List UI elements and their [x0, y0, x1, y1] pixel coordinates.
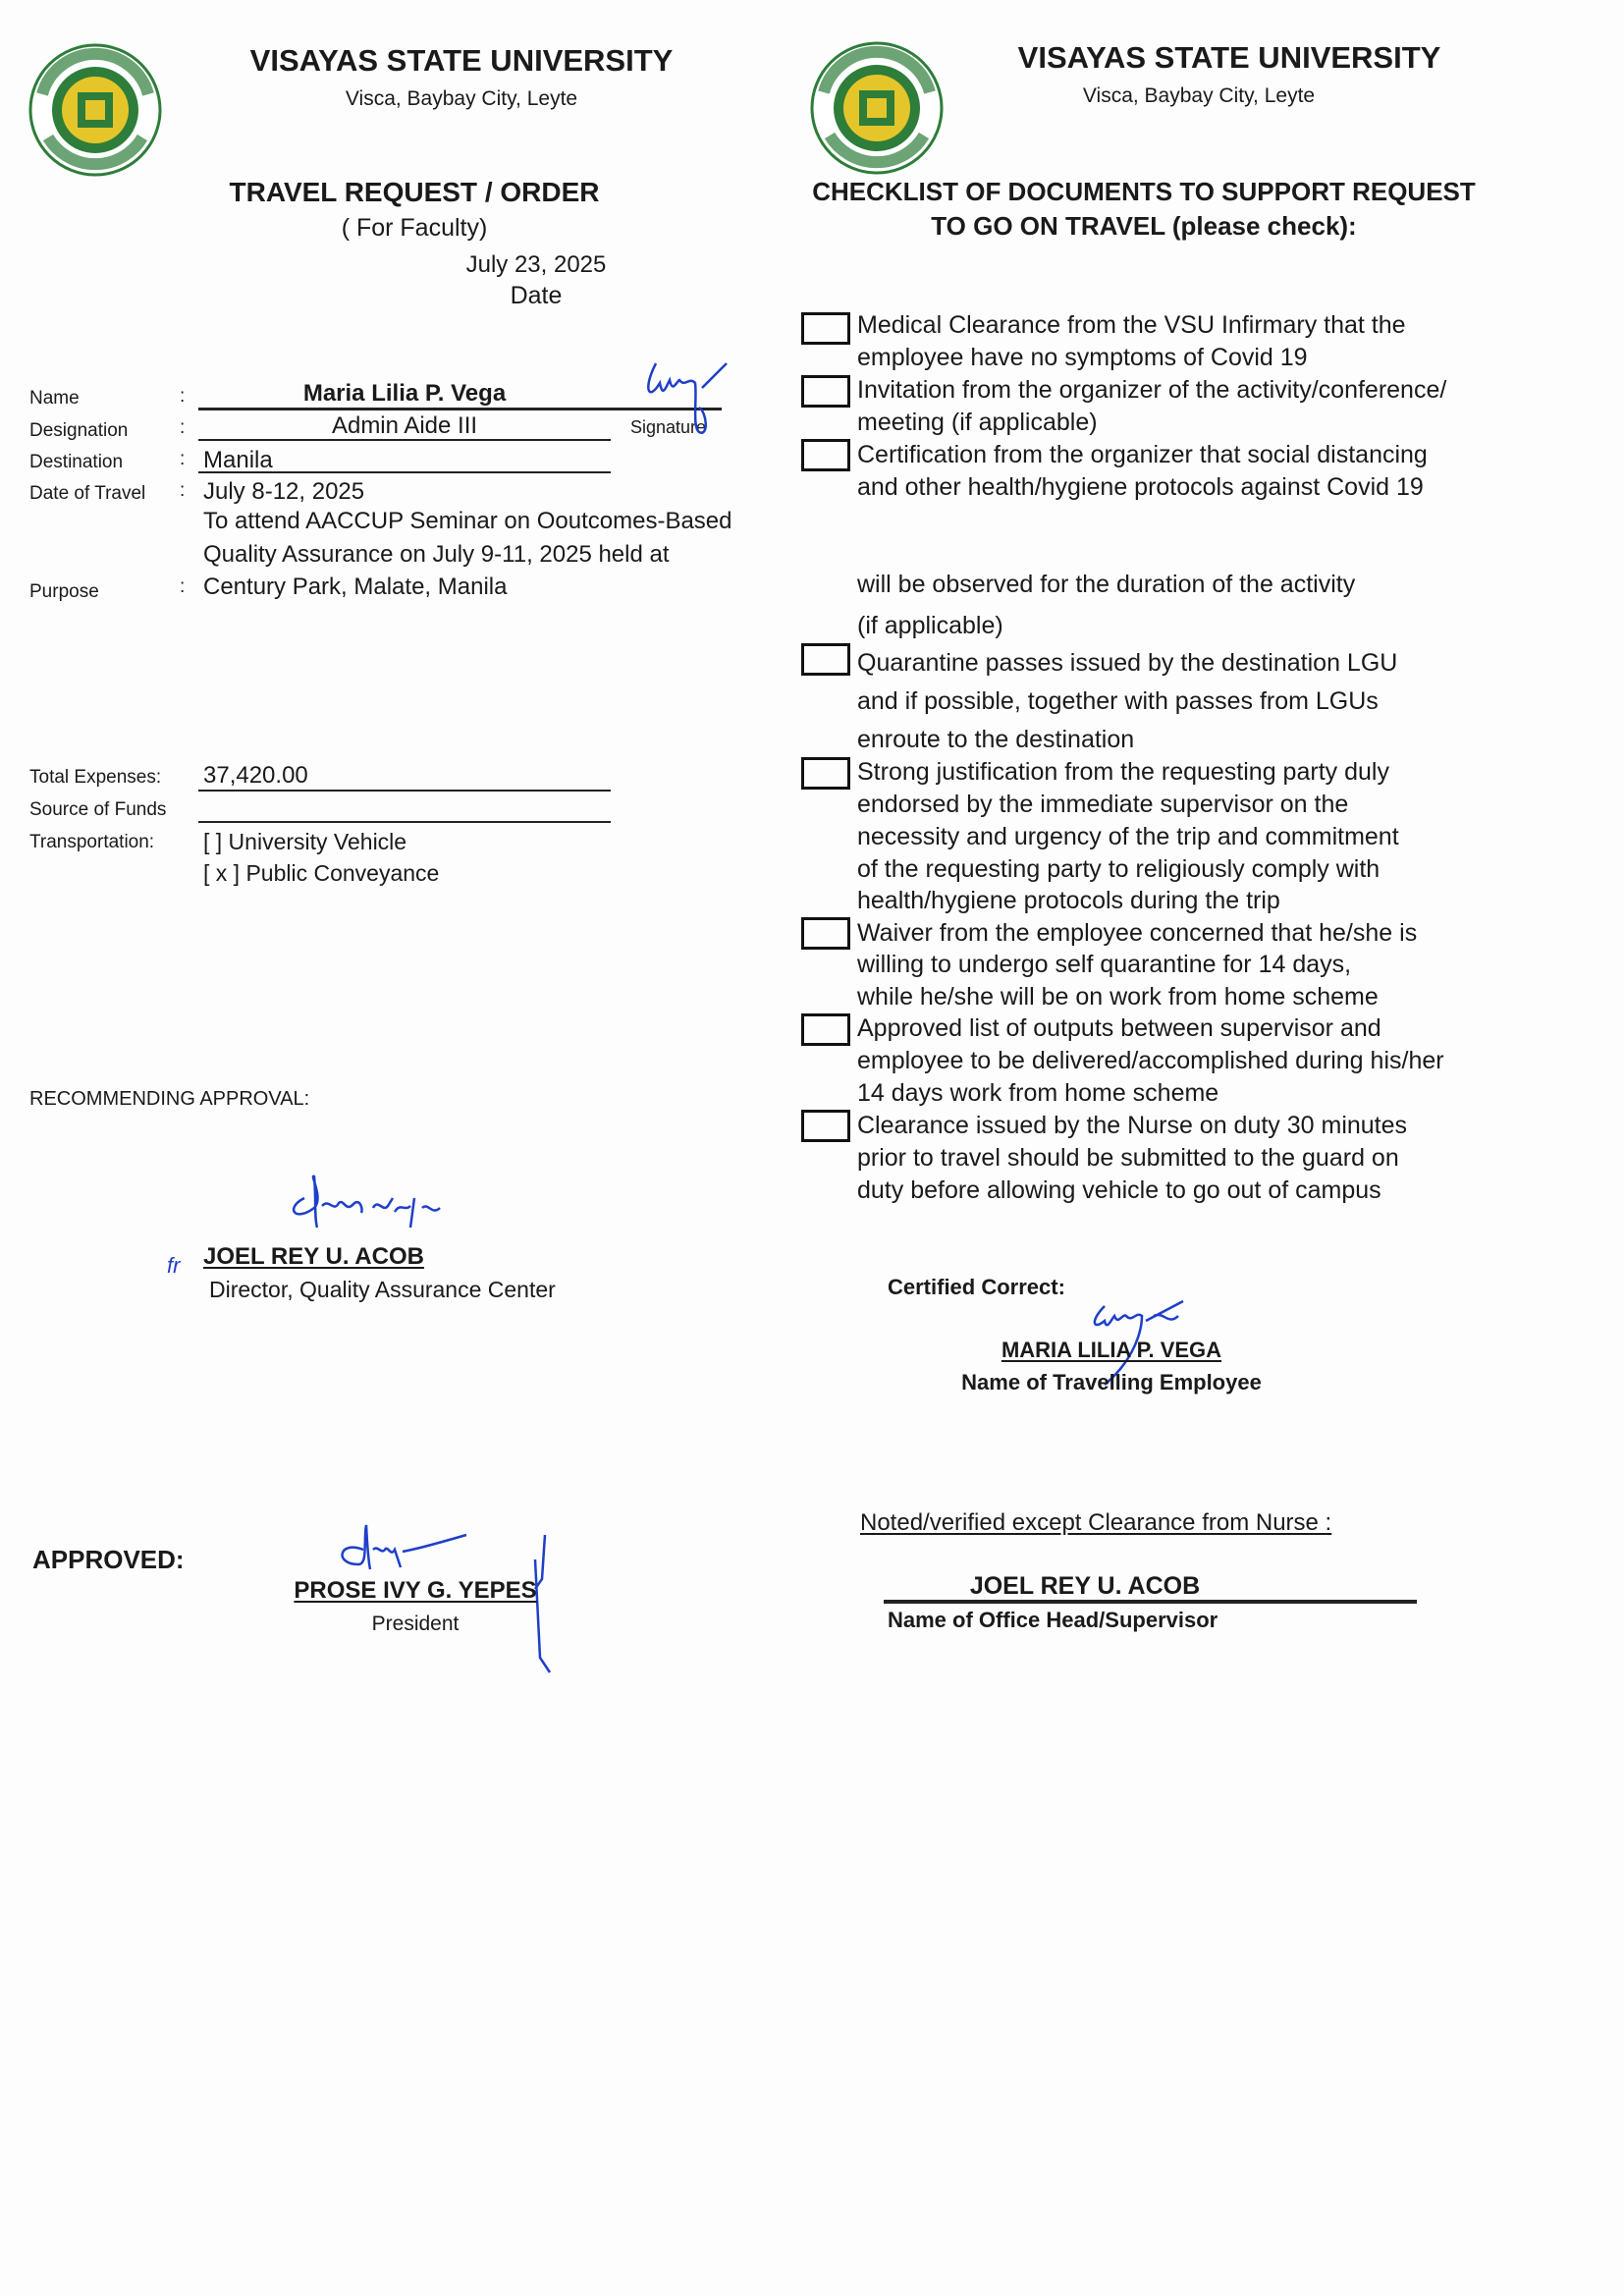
- signature-label: Signature: [630, 417, 707, 437]
- name-label: Name: [29, 388, 80, 409]
- supervisor-underline: [884, 1600, 1417, 1604]
- destination-underline: [198, 471, 611, 473]
- checklist-item-text: and if possible, together with passes from LGUs: [857, 687, 1379, 715]
- source-of-funds-label: Source of Funds: [29, 799, 167, 820]
- university-address: Visca, Baybay City, Leyte: [345, 87, 578, 110]
- request-date: July 23, 2025: [465, 251, 607, 278]
- university-seal-logo-right: [810, 41, 944, 175]
- recommender-signature: [285, 1169, 461, 1237]
- for-prefix-handwritten: fr: [167, 1253, 181, 1278]
- total-expenses-value: 37,420.00: [203, 762, 308, 789]
- recommender-title: Director, Quality Assurance Center: [209, 1277, 556, 1302]
- date-label: Date: [510, 282, 563, 309]
- checklist-item-text: necessity and urgency of the trip and commitment: [857, 823, 1399, 850]
- purpose-label: Purpose: [29, 581, 99, 602]
- university-seal-logo-left: [28, 43, 162, 177]
- university-name: VISAYAS STATE UNIVERSITY: [249, 43, 674, 78]
- approver-title: President: [371, 1613, 460, 1635]
- checklist-item-text: and other health/hygiene protocols against Covid 19: [857, 473, 1424, 501]
- checklist-checkbox[interactable]: [801, 643, 850, 676]
- noted-verified-label: Noted/verified except Clearance from Nurse :: [860, 1509, 1332, 1536]
- checklist-item-text: Quarantine passes issued by the destination LGU: [857, 649, 1398, 677]
- checklist-checkbox[interactable]: [801, 312, 850, 345]
- checklist-item-text: meeting (if applicable): [857, 409, 1098, 436]
- checklist-title: TO GO ON TRAVEL (please check):: [931, 211, 1357, 241]
- purpose-line: Century Park, Malate, Manila: [203, 574, 508, 600]
- checklist-title: CHECKLIST OF DOCUMENTS TO SUPPORT REQUEST: [812, 177, 1476, 206]
- colon: :: [180, 386, 186, 407]
- colon: :: [180, 449, 186, 469]
- checklist-item-text: (if applicable): [857, 612, 1003, 639]
- checklist-checkbox[interactable]: [801, 439, 850, 471]
- colon: :: [180, 417, 186, 438]
- date-of-travel-value: July 8-12, 2025: [203, 478, 365, 505]
- checklist-checkbox[interactable]: [801, 1110, 850, 1142]
- purpose-line: To attend AACCUP Seminar on Ooutcomes-Based: [203, 508, 732, 534]
- employee-name: MARIA LILIA P. VEGA: [1001, 1338, 1222, 1362]
- colon: :: [180, 480, 186, 501]
- purpose-line: Quality Assurance on July 9-11, 2025 held at: [203, 541, 670, 568]
- designation-value: Admin Aide III: [331, 412, 478, 439]
- checklist-item-text: while he/she will be on work from home scheme: [857, 983, 1379, 1011]
- designation-underline: [198, 439, 611, 441]
- checklist-checkbox[interactable]: [801, 757, 850, 790]
- approved-label: APPROVED:: [32, 1545, 185, 1574]
- checklist-item-text: will be observed for the duration of the activity: [857, 571, 1356, 598]
- name-value: Maria Lilia P. Vega: [302, 380, 507, 407]
- destination-value: Manila: [203, 447, 273, 473]
- destination-label: Destination: [29, 452, 124, 472]
- checklist-item-text: Strong justification from the requesting party duly: [857, 758, 1389, 786]
- university-address-right: Visca, Baybay City, Leyte: [1082, 84, 1316, 107]
- form-subtitle: ( For Faculty): [341, 214, 488, 242]
- checklist-item-text: enroute to the destination: [857, 726, 1135, 753]
- recommender-name: JOEL REY U. ACOB: [203, 1243, 424, 1270]
- checklist-item-text: Medical Clearance from the VSU Infirmary that the: [857, 311, 1406, 339]
- date-of-travel-label: Date of Travel: [29, 483, 146, 504]
- employee-caption: Name of Travelling Employee: [961, 1370, 1262, 1394]
- designation-label: Designation: [29, 420, 129, 441]
- total-expenses-underline: [198, 790, 611, 792]
- employee-signature-top: [638, 358, 736, 442]
- checklist-item-text: Waiver from the employee concerned that he/she is: [857, 919, 1418, 947]
- university-name-right: VISAYAS STATE UNIVERSITY: [1017, 40, 1441, 75]
- recommending-approval-label: RECOMMENDING APPROVAL:: [29, 1088, 310, 1110]
- transport-option-public-conveyance: [ x ] Public Conveyance: [203, 860, 440, 886]
- checklist-item-text: willing to undergo self quarantine for 14 days,: [857, 951, 1352, 978]
- checklist-item-text: employee have no symptoms of Covid 19: [857, 344, 1308, 371]
- checklist-checkbox[interactable]: [801, 375, 850, 408]
- checklist-item-text: prior to travel should be submitted to the guard on: [857, 1144, 1399, 1172]
- checklist-item-text: endorsed by the immediate supervisor on the: [857, 791, 1349, 818]
- checklist-item-text: Invitation from the organizer of the activity/conference/: [857, 376, 1447, 404]
- transportation-label: Transportation:: [29, 832, 155, 852]
- checklist-item-text: 14 days work from home scheme: [857, 1079, 1219, 1107]
- supervisor-caption: Name of Office Head/Supervisor: [888, 1608, 1218, 1632]
- checklist-item-text: of the requesting party to religiously comply with: [857, 855, 1380, 883]
- source-of-funds-underline: [198, 821, 611, 823]
- checklist-item-text: duty before allowing vehicle to go out of campus: [857, 1176, 1381, 1204]
- checklist-item-text: health/hygiene protocols during the trip: [857, 887, 1280, 914]
- form-title: TRAVEL REQUEST / ORDER: [229, 177, 600, 207]
- checklist-item-text: Certification from the organizer that social distancing: [857, 441, 1428, 468]
- certified-correct-label: Certified Correct:: [888, 1275, 1065, 1299]
- checklist-item-text: employee to be delivered/accomplished during his/her: [857, 1047, 1444, 1074]
- approver-name: PROSE IVY G. YEPES: [294, 1577, 537, 1604]
- checklist-item-text: Clearance issued by the Nurse on duty 30 minutes: [857, 1112, 1408, 1139]
- total-expenses-label: Total Expenses:: [29, 767, 162, 788]
- colon: :: [180, 576, 186, 597]
- checklist-checkbox[interactable]: [801, 1013, 850, 1046]
- supervisor-name: JOEL REY U. ACOB: [969, 1572, 1201, 1600]
- checklist-item-text: Approved list of outputs between supervisor and: [857, 1014, 1381, 1042]
- transport-option-university-vehicle: [ ] University Vehicle: [203, 829, 407, 854]
- checklist-checkbox[interactable]: [801, 917, 850, 950]
